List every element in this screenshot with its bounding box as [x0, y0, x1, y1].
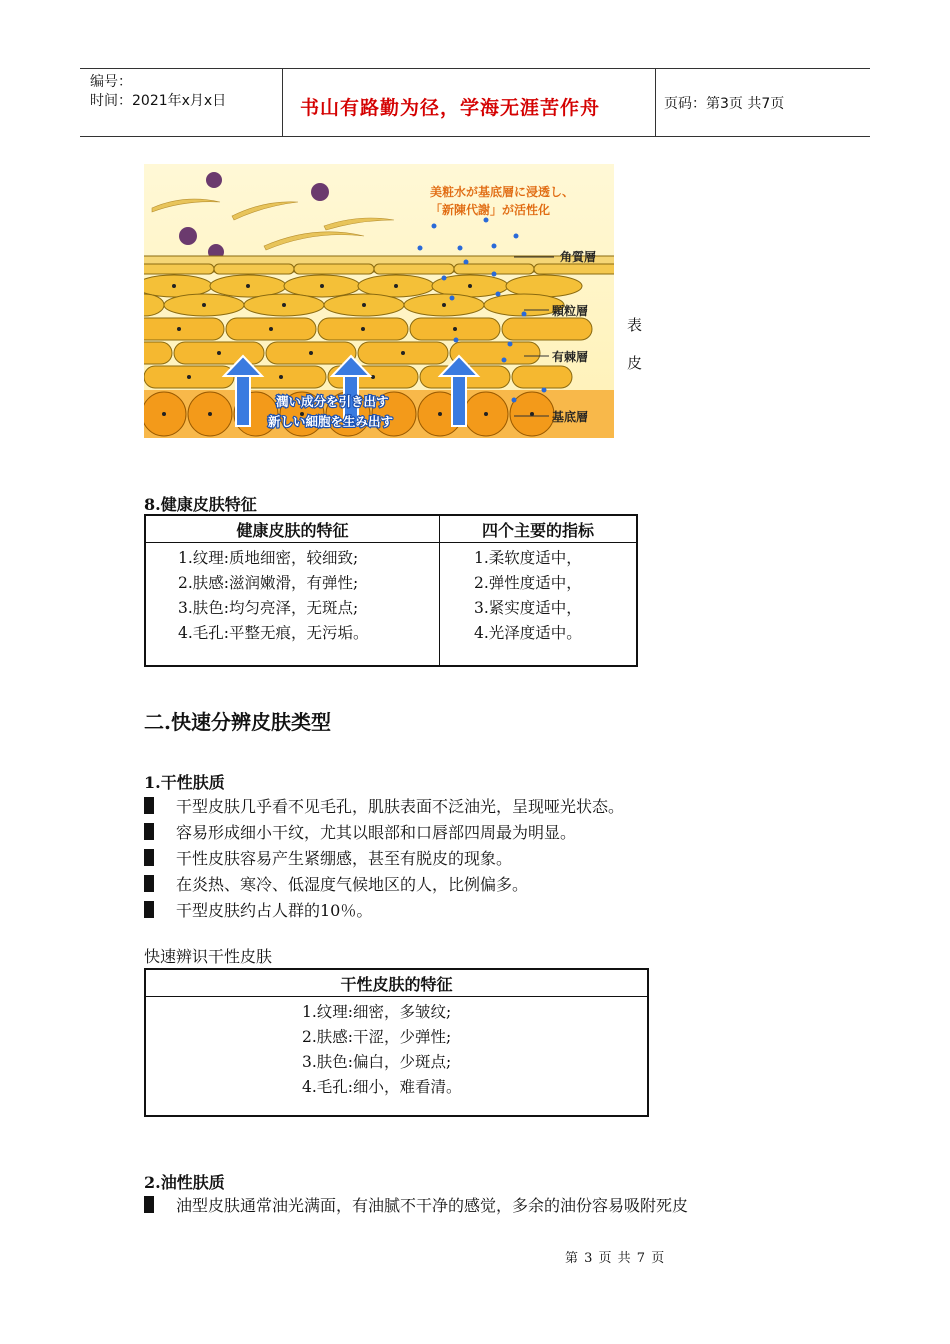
header-divider-2	[655, 68, 656, 136]
bullet-icon	[144, 797, 154, 814]
list-item: 干性皮肤容易产生紧绷感，甚至有脱皮的现象。	[144, 846, 864, 872]
table-cell-line: 2.肤感:干涩，少弹性;	[302, 1028, 452, 1046]
table-cell-line: 3.肤色:偏白，少斑点;	[302, 1053, 452, 1071]
header-divider-1	[282, 68, 283, 136]
section-8-title: 8.健康皮肤特征	[144, 495, 257, 514]
list-item: 容易形成细小干纹，尤其以眼部和口唇部四周最为明显。	[144, 820, 864, 846]
table-cell-line: 4.光泽度适中。	[474, 624, 582, 642]
side-label-top: 表	[627, 316, 643, 334]
layer-label-spinosum: 有棘層	[552, 350, 589, 364]
dry-skin-list	[144, 794, 864, 924]
header-top-rule	[80, 68, 870, 69]
healthy-skin-col1	[145, 543, 440, 667]
bullet-icon	[144, 1196, 154, 1213]
oily-skin-title: 2.油性肤质	[144, 1173, 225, 1192]
layer-label-basale: 基底層	[552, 410, 589, 424]
healthy-skin-table	[144, 514, 638, 667]
table-cell-line: 3.肤色:均匀亮泽，无斑点;	[178, 599, 359, 617]
layer-stratum-spinosum	[144, 318, 592, 388]
layer-label-corneum: 角質層	[560, 250, 597, 264]
layer-label-granulosum: 顆粒層	[552, 304, 589, 318]
dry-skin-title: 1.干性肤质	[144, 773, 225, 792]
arrow-caption-2: 新しい細胞を生み出す	[268, 414, 394, 429]
dry-skin-table-body	[145, 997, 648, 1117]
table-cell-line: 1.柔软度适中，	[474, 549, 582, 567]
dry-skin-table	[144, 968, 649, 1117]
page-footer: 第 3 页 共 7 页	[565, 1251, 666, 1266]
table-cell-line: 1.纹理:质地细密，较细致;	[178, 549, 359, 567]
list-item: 油型皮肤通常油光满面，有油腻不干净的感觉，多余的油份容易吸附死皮	[144, 1193, 864, 1219]
table-cell-line: 1.纹理:细密，多皱纹;	[302, 1003, 452, 1021]
bullet-icon	[144, 901, 154, 918]
table-cell-line: 2.肤感:滋润嫩滑，有弹性;	[178, 574, 359, 592]
header-time: 时间：2021年x月x日	[90, 93, 227, 109]
bullet-icon	[144, 875, 154, 892]
healthy-skin-col2-header: 四个主要的指标	[440, 515, 638, 543]
bullet-icon	[144, 849, 154, 866]
list-item: 干型皮肤几乎看不见毛孔，肌肤表面不泛油光，呈现哑光状态。	[144, 794, 864, 820]
header-motto: 书山有路勤为径，学海无涯苦作舟	[300, 97, 601, 119]
bullet-icon	[144, 823, 154, 840]
healthy-skin-col2	[440, 543, 638, 667]
table-cell-line: 4.毛孔:平整无痕，无污垢。	[178, 624, 369, 642]
side-label-bottom: 皮	[627, 354, 643, 372]
header-bottom-rule	[80, 136, 870, 137]
list-item: 干型皮肤约占人群的10％。	[144, 898, 864, 924]
header-page-info: 页码：第3页 共7页	[664, 96, 785, 112]
quick-dry-title: 快速辨识干性皮肤	[144, 947, 273, 966]
header-number: 编号：	[90, 74, 132, 90]
layer-stratum-corneum	[144, 256, 614, 274]
dry-skin-table-header: 干性皮肤的特征	[145, 969, 648, 997]
caption-line-1: 美粧水が基底層に浸透し、	[430, 185, 575, 199]
caption-line-2: 「新陳代謝」が活性化	[430, 203, 551, 217]
list-item: 在炎热、寒冷、低湿度气候地区的人，比例偏多。	[144, 872, 864, 898]
oily-skin-list	[144, 1193, 864, 1219]
healthy-skin-col1-header: 健康皮肤的特征	[145, 515, 440, 543]
section-2-title: 二.快速分辨皮肤类型	[144, 710, 331, 734]
table-cell-line: 4.毛孔:细小，难看清。	[302, 1078, 462, 1096]
arrow-caption-1: 潤い成分を引き出す	[276, 394, 389, 409]
skin-layers-illustration	[144, 164, 614, 438]
table-cell-line: 2.弹性度适中，	[474, 574, 582, 592]
table-cell-line: 3.紧实度适中，	[474, 599, 582, 617]
